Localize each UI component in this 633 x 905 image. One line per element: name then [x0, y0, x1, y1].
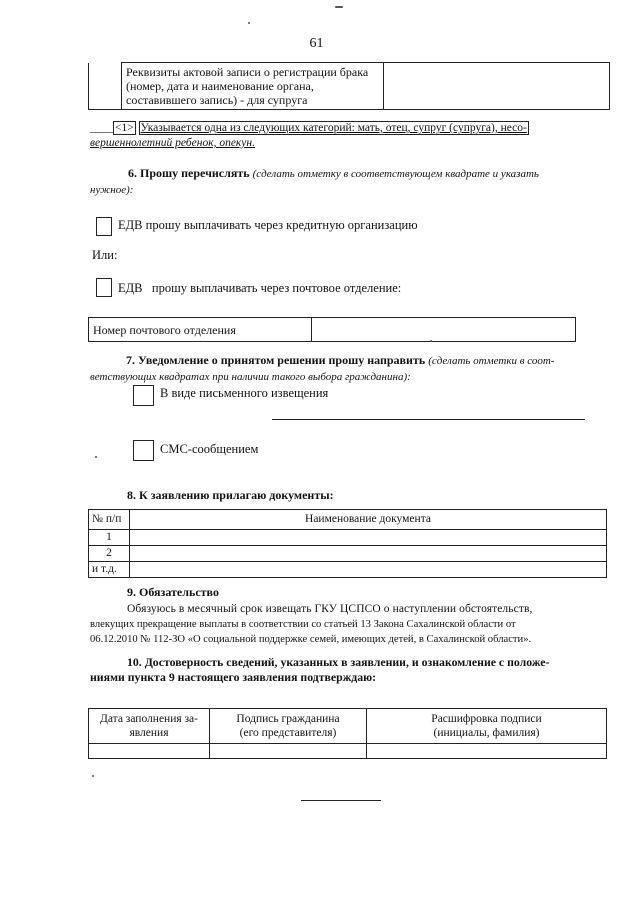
section-9-title: 9. Обязательство: [127, 585, 219, 599]
bank-transfer-checkbox[interactable]: [96, 217, 112, 236]
documents-header-name: Наименование документа: [130, 510, 607, 530]
post-office-checkbox[interactable]: [96, 278, 112, 297]
registration-details-value[interactable]: [384, 63, 610, 110]
section-10-heading: [90, 655, 615, 685]
post-office-table: [88, 317, 576, 342]
documents-row-num: 1: [89, 530, 130, 546]
section-7-hint-cont: ветствующих квадратах при наличии такого выбора гражданина):: [90, 371, 411, 383]
section-10-title-line-1: 10. Достоверность сведений, указанных в заявлении, и ознакомление с положе-: [127, 655, 550, 669]
sms-label: СМС-сообщением: [160, 442, 259, 456]
signature-header: [210, 709, 367, 744]
sms-checkbox[interactable]: [133, 440, 154, 461]
signature-decode-header-line-1: Расшифровка подписи: [431, 713, 542, 725]
section-9-line-2: влекущих прекращение выплаты в соответствии со статьей 13 Закона Сахалинской области от: [90, 619, 516, 630]
signature-decode-value[interactable]: [367, 744, 607, 759]
section-10-title-line-2: ниями пункта 9 настоящего заявления подтверждаю:: [90, 670, 377, 684]
signature-table: [88, 708, 607, 759]
scan-speck: [248, 22, 250, 24]
signature-decode-header: [367, 709, 607, 744]
or-label: Или:: [92, 248, 118, 262]
section-9-body: [90, 602, 610, 647]
post-office-number-value[interactable]: [312, 318, 576, 342]
section-8-heading: [127, 488, 334, 503]
section-9-line-3: 06.12.2010 № 112-ЗО «О социальной поддержке семей, имеющих детей, в Сахалинской области».: [90, 634, 532, 645]
section-6-hint: (сделать отметку в соответствующем квадрате и указать: [252, 168, 539, 180]
signature-value[interactable]: [210, 744, 367, 759]
bottom-separator-line: [301, 800, 381, 801]
section-6-heading: [90, 166, 610, 198]
table-indent-cell: [89, 63, 122, 110]
section-7-hint: (сделать отметки в соот-: [428, 355, 555, 367]
registration-details-label: Реквизиты актовой записи о регистрации брака (номер, дата и наименование органа, составившего запись) - для супруга: [122, 63, 384, 110]
footnote-marker: <1>: [115, 122, 134, 134]
scan-speck: [335, 6, 343, 8]
table-row: [89, 546, 607, 562]
section-6-hint-cont: нужное):: [90, 184, 134, 196]
footnote-text: Указывается одна из следующих категорий: мать, отец, супруг (супруга), несо-: [140, 122, 527, 134]
written-notice-label: В виде письменного извещения: [160, 386, 329, 400]
post-office-number-label: Номер почтового отделения: [89, 318, 312, 342]
written-notice-checkbox[interactable]: [133, 385, 154, 406]
scan-speck: [95, 456, 97, 458]
documents-table: [88, 509, 607, 578]
table-row: [89, 562, 607, 578]
section-6-title: 6. Прошу перечислять: [128, 166, 250, 180]
documents-header-num: № п/п: [89, 510, 130, 530]
date-header-line-2: явления: [129, 727, 169, 739]
date-header-line-1: Дата заполнения за-: [100, 713, 198, 725]
date-value[interactable]: [89, 744, 210, 759]
documents-row-name[interactable]: [130, 562, 607, 578]
section-7-title: 7. Уведомление о принятом решении прошу направить: [126, 353, 426, 367]
post-office-label: ЕДВ прошу выплачивать через почтовое отделение:: [118, 281, 402, 295]
signature-header-line-2: (его представителя): [239, 727, 337, 739]
documents-row-num: 2: [89, 546, 130, 562]
documents-row-name[interactable]: [130, 546, 607, 562]
date-header: [89, 709, 210, 744]
footnote-text-cont: вершеннолетний ребенок, опекун.: [90, 137, 255, 149]
section-7-heading: [90, 353, 610, 385]
registration-details-table: [88, 62, 610, 110]
bank-transfer-label: ЕДВ прошу выплачивать через кредитную организацию: [118, 218, 418, 232]
signature-decode-header-line-2: (инициалы, фамилия): [433, 727, 540, 739]
footnote: ____ <1> Указывается одна из следующих категорий: мать, отец, супруг (супруга), несо- вершеннолетний ребенок, опекун.: [90, 122, 527, 149]
section-8-title: 8. К заявлению прилагаю документы:: [127, 488, 334, 502]
scan-speck: [430, 340, 432, 342]
scan-speck: [92, 775, 94, 777]
documents-row-name[interactable]: [130, 530, 607, 546]
page-number: 61: [309, 36, 324, 51]
section-9-heading: [127, 585, 219, 600]
documents-row-num: и т.д.: [89, 562, 130, 578]
signature-header-line-1: Подпись гражданина: [236, 713, 340, 725]
written-notice-address-line[interactable]: [272, 419, 585, 420]
section-9-line-1: Обязуюсь в месячный срок извещать ГКУ ЦСПСО о наступлении обстоятельств,: [127, 603, 533, 615]
table-row: [89, 530, 607, 546]
